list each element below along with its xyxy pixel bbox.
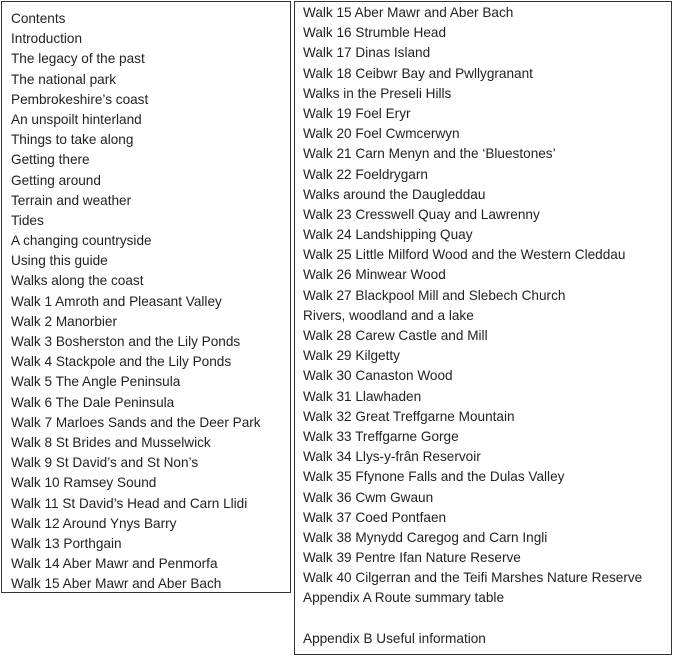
toc-entry: Walk 40 Cilgerran and the Teifi Marshes Nature Reserve bbox=[303, 570, 643, 586]
toc-entry: Walk 11 St David’s Head and Carn Llidi bbox=[11, 495, 248, 511]
toc-entry: Walk 36 Cwm Gwaun bbox=[303, 489, 434, 505]
toc-entry: Walk 35 Ffynone Falls and the Dulas Valley bbox=[303, 469, 565, 485]
toc-entry: Walks around the Daugleddau bbox=[303, 186, 486, 202]
toc-entry: Walk 15 Aber Mawr and Aber Bach bbox=[11, 576, 222, 592]
toc-entry: Walk 6 The Dale Peninsula bbox=[11, 394, 175, 410]
toc-entry: Contents bbox=[11, 11, 66, 26]
toc-entry: Walk 20 Foel Cwmcerwyn bbox=[303, 126, 460, 142]
toc-entry: Walk 39 Pentre Ifan Nature Reserve bbox=[303, 550, 521, 566]
toc-entry: Getting there bbox=[11, 152, 90, 168]
toc-entry: Pembrokeshire’s coast bbox=[11, 91, 149, 107]
toc-entry: Walk 21 Carn Menyn and the ‘Bluestones’ bbox=[303, 146, 556, 162]
toc-left-column bbox=[1, 1, 291, 593]
toc-entry: Walk 4 Stackpole and the Lily Ponds bbox=[11, 354, 232, 370]
toc-entry: Walk 12 Around Ynys Barry bbox=[11, 515, 177, 531]
toc-entry: Walk 16 Strumble Head bbox=[303, 25, 447, 41]
toc-entry: Walk 27 Blackpool Mill and Slebech Church bbox=[303, 287, 566, 303]
toc-entry: Things to take along bbox=[11, 132, 134, 148]
toc-entry: Walk 24 Landshipping Quay bbox=[303, 227, 473, 243]
toc-entry: Walk 19 Foel Eryr bbox=[303, 105, 411, 121]
toc-entry: Walk 17 Dinas Island bbox=[303, 45, 431, 61]
toc-entry: Walk 18 Ceibwr Bay and Pwllygranant bbox=[303, 65, 533, 81]
toc-entry bbox=[295, 609, 671, 629]
toc-entry: Walk 7 Marloes Sands and the Deer Park bbox=[11, 414, 261, 430]
toc-entry: Walks along the coast bbox=[11, 273, 144, 289]
toc-entry: Walk 29 Kilgetty bbox=[303, 348, 400, 364]
toc-entry: Walk 5 The Angle Peninsula bbox=[11, 374, 181, 390]
toc-entry: Appendix A Route summary table bbox=[303, 590, 504, 606]
toc-entry: Walk 9 St David’s and St Non’s bbox=[11, 455, 199, 471]
toc-entry: Walk 3 Bosherston and the Lily Ponds bbox=[11, 334, 241, 349]
toc-entry: Walk 33 Treffgarne Gorge bbox=[303, 428, 459, 444]
toc-entry: Walk 34 Llys-y-frân Reservoir bbox=[303, 449, 481, 465]
toc-left-list bbox=[2, 2, 290, 594]
toc-entry: Walk 1 Amroth and Pleasant Valley bbox=[11, 293, 222, 309]
toc-entry: Walk 23 Cresswell Quay and Lawrenny bbox=[303, 206, 540, 222]
toc-entry: Walk 38 Mynydd Caregog and Carn Ingli bbox=[303, 529, 548, 545]
toc-entry: Walk 25 Little Milford Wood and the Western Cleddau bbox=[303, 247, 626, 263]
toc-entry: A changing countryside bbox=[11, 233, 152, 249]
toc-entry: Walk 10 Ramsey Sound bbox=[11, 475, 157, 491]
toc-entry: Rivers, woodland and a lake bbox=[303, 307, 474, 323]
toc-entry: Walk 14 Aber Mawr and Penmorfa bbox=[11, 556, 218, 572]
toc-entry: Walk 22 Foeldrygarn bbox=[303, 166, 428, 182]
toc-entry: Appendix B Useful information bbox=[303, 630, 486, 646]
toc-entry: Walk 31 Llawhaden bbox=[303, 388, 422, 404]
toc-right-list bbox=[295, 2, 671, 649]
toc-entry: Terrain and weather bbox=[11, 192, 132, 208]
toc-entry: Walk 15 Aber Mawr and Aber Bach bbox=[303, 5, 514, 20]
toc-entry: Walk 30 Canaston Wood bbox=[303, 368, 453, 384]
toc-entry: Getting around bbox=[11, 172, 101, 188]
toc-entry: Walk 13 Porthgain bbox=[11, 535, 122, 551]
toc-entry: Walk 26 Minwear Wood bbox=[303, 267, 446, 283]
toc-entry: The legacy of the past bbox=[11, 51, 145, 67]
toc-entry: Introduction bbox=[11, 31, 83, 47]
toc-entry: Walks in the Preseli Hills bbox=[303, 85, 452, 101]
toc-entry: Tides bbox=[11, 212, 44, 228]
toc-entry: Walk 37 Coed Pontfaen bbox=[303, 509, 447, 525]
toc-entry: The national park bbox=[11, 71, 117, 87]
toc-entry: Using this guide bbox=[11, 253, 108, 269]
toc-entry: Walk 2 Manorbier bbox=[11, 313, 118, 329]
toc-entry: Walk 28 Carew Castle and Mill bbox=[303, 328, 488, 343]
toc-entry: Walk 32 Great Treffgarne Mountain bbox=[303, 408, 515, 424]
toc-right-column bbox=[294, 1, 672, 655]
toc-entry: Walk 8 St Brides and Musselwick bbox=[11, 434, 211, 450]
toc-entry: An unspoilt hinterland bbox=[11, 111, 142, 127]
